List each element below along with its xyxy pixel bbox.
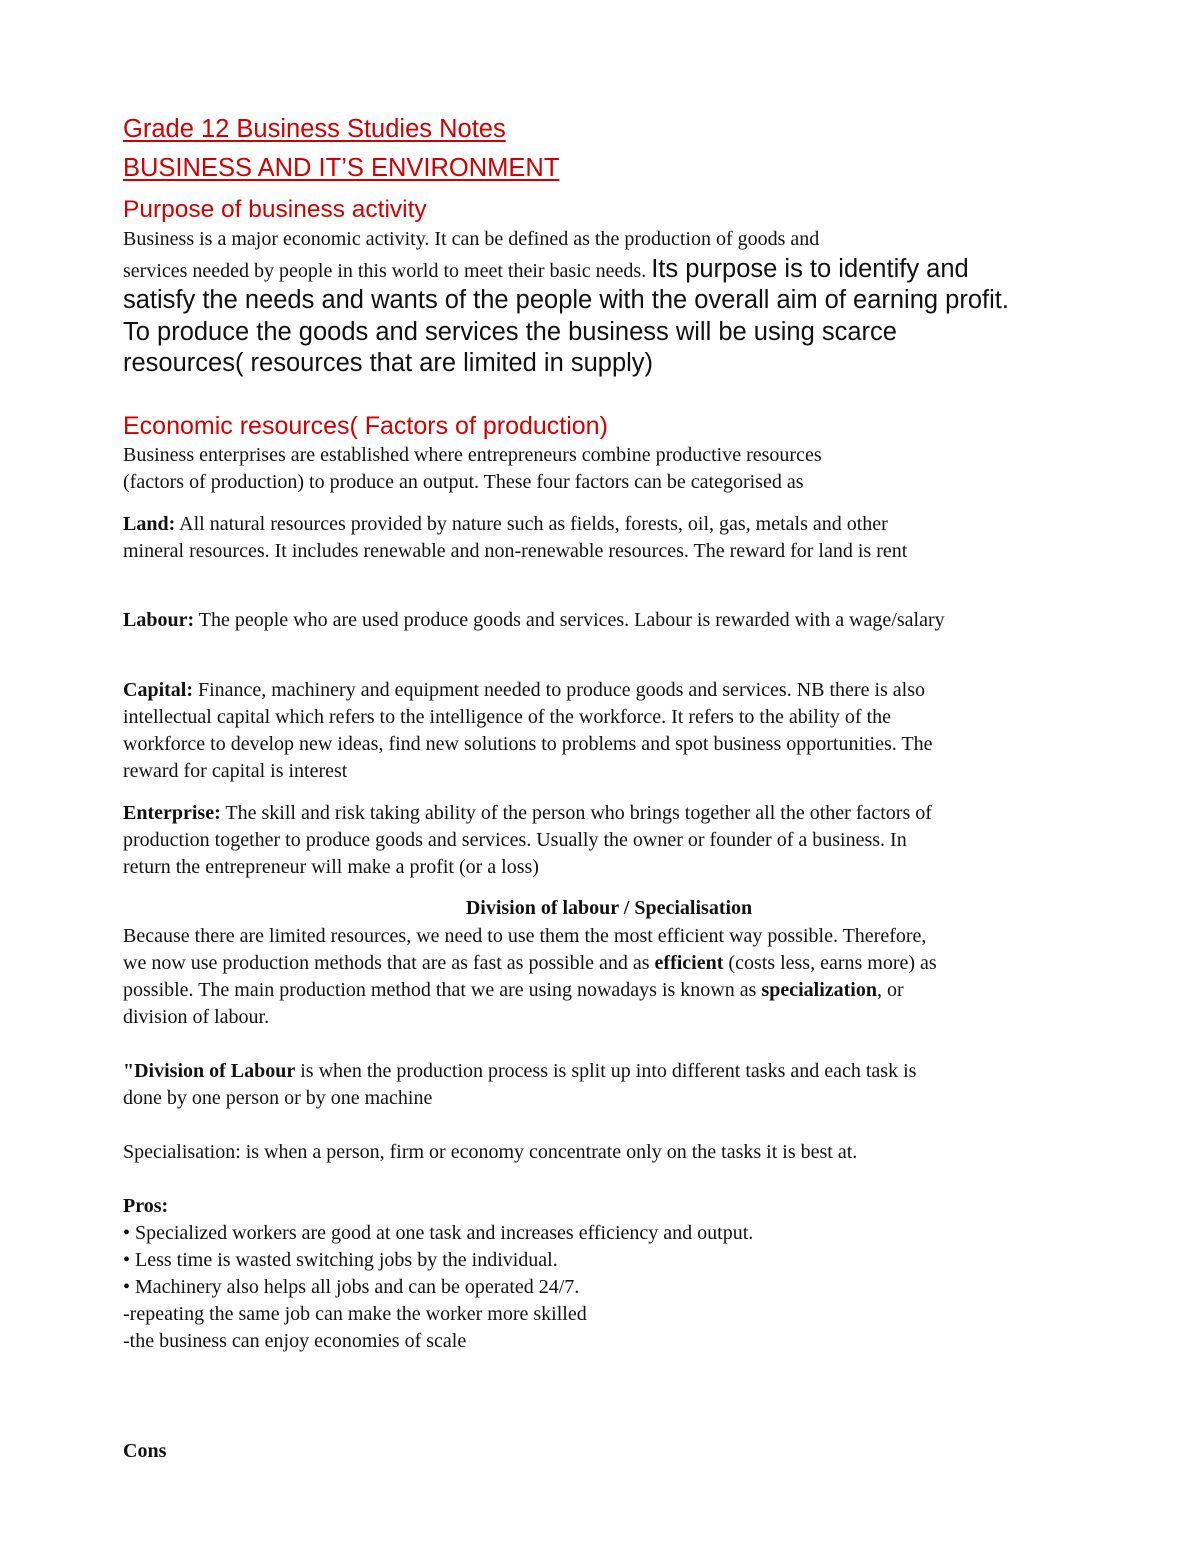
division-line-1: Because there are limited resources, we need to use them the most efficient way possible. Therefore, xyxy=(123,925,927,947)
land-line-1: Land: All natural resources provided by nature such as fields, forests, oil, gas, metals and other xyxy=(123,513,888,535)
labour-label: Labour: xyxy=(123,609,195,631)
capital-line-4: reward for capital is interest xyxy=(123,760,348,782)
purpose-line-5: resources( resources that are limited in supply) xyxy=(123,349,654,377)
capital-line-2: intellectual capital which refers to the intelligence of the workforce. It refers to the ability of the xyxy=(123,706,892,728)
purpose-line-4: To produce the goods and services the business will be using scarce xyxy=(123,318,897,346)
pros-heading: Pros: xyxy=(123,1195,169,1217)
purpose-line-3: satisfy the needs and wants of the people with the overall aim of earning profit. xyxy=(123,286,1009,314)
division-line-4: division of labour. xyxy=(123,1006,270,1028)
economic-heading: Economic resources( Factors of production) xyxy=(123,412,608,440)
section-title: BUSINESS AND IT’S ENVIRONMENT xyxy=(123,154,560,182)
purpose-line-1: Business is a major economic activity. It can be defined as the production of goods and xyxy=(123,228,820,250)
definition-term: "Division of Labour xyxy=(123,1060,296,1082)
economic-line-2: (factors of production) to produce an output. These four factors can be categorised as xyxy=(123,471,804,493)
purpose-line-2 xyxy=(123,257,969,283)
capital-line-1: Capital: Finance, machinery and equipment needed to produce goods and services. NB there is also xyxy=(123,679,926,701)
specialization-term: specialization xyxy=(761,979,877,1001)
pros-item: -the business can enjoy economies of scale xyxy=(123,1330,467,1352)
division-line-3: possible. The main production method that we are using nowadays is known as specialization, or xyxy=(123,979,904,1001)
specialisation-line: Specialisation: is when a person, firm or economy concentrate only on the tasks it is best at. xyxy=(123,1141,858,1163)
definition-line-2: done by one person or by one machine xyxy=(123,1087,433,1109)
pros-item: • Machinery also helps all jobs and can be operated 24/7. xyxy=(123,1276,580,1298)
purpose-line-2-serif: services needed by people in this world to meet their basic needs. xyxy=(123,260,647,282)
enterprise-line-1: Enterprise: The skill and risk taking ability of the person who brings together all the other factors of xyxy=(123,802,932,824)
labour-line-1: Labour: The people who are used produce goods and services. Labour is rewarded with a wage/salary xyxy=(123,609,945,631)
capital-label: Capital: xyxy=(123,679,193,701)
enterprise-label: Enterprise: xyxy=(123,802,221,824)
cons-heading: Cons xyxy=(123,1440,167,1462)
capital-line-3: workforce to develop new ideas, find new solutions to problems and spot business opportunities. The xyxy=(123,733,933,755)
division-heading: Division of labour / Specialisation xyxy=(465,897,753,919)
economic-line-1: Business enterprises are established where entrepreneurs combine productive resources xyxy=(123,444,822,466)
land-label: Land: xyxy=(123,513,176,535)
purpose-heading: Purpose of business activity xyxy=(123,196,427,223)
pros-item: • Specialized workers are good at one task and increases efficiency and output. xyxy=(123,1222,754,1244)
purpose-line-2-sans: Its purpose is to identify and xyxy=(651,255,969,283)
efficient-term: efficient xyxy=(654,952,724,974)
pros-item: • Less time is wasted switching jobs by the individual. xyxy=(123,1249,558,1271)
land-line-2: mineral resources. It includes renewable and non-renewable resources. The reward for land is rent xyxy=(123,540,908,562)
division-line-2: we now use production methods that are as fast as possible and as efficient (costs less, earns more) as xyxy=(123,952,937,974)
pros-item: -repeating the same job can make the worker more skilled xyxy=(123,1303,587,1325)
enterprise-line-2: production together to produce goods and services. Usually the owner or founder of a business. In xyxy=(123,829,907,851)
document-title: Grade 12 Business Studies Notes xyxy=(123,115,506,143)
definition-line-1: "Division of Labour is when the production process is split up into different tasks and each task is xyxy=(123,1060,917,1082)
enterprise-line-3: return the entrepreneur will make a profit (or a loss) xyxy=(123,856,539,878)
